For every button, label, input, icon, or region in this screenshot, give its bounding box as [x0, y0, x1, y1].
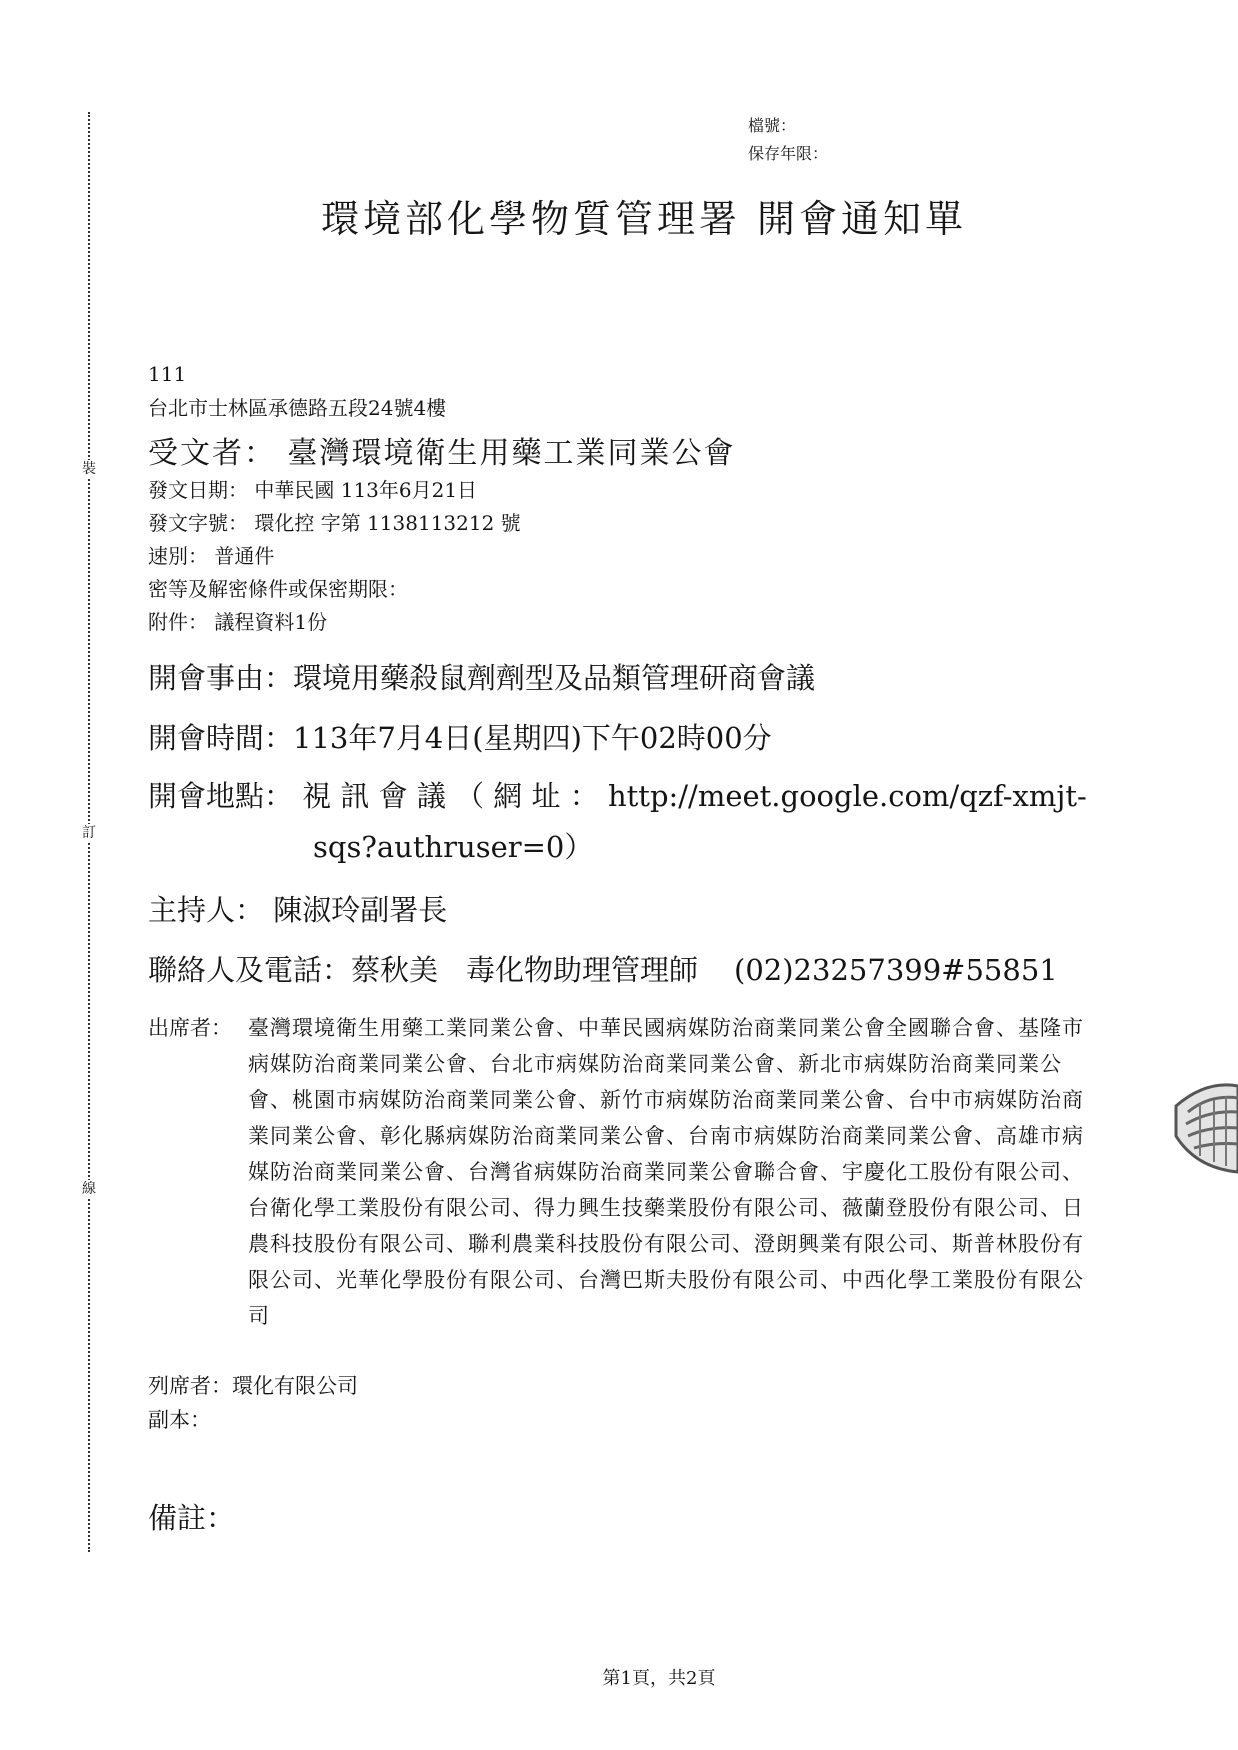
contact-title: 毒化物助理管理師	[466, 953, 699, 987]
recipient: 受文者： 臺灣環境衛生用藥工業同業公會	[148, 436, 736, 471]
meeting-place	[148, 774, 1088, 866]
partial-seal-stamp	[1166, 1076, 1238, 1176]
meeting-url-continuation: sqs?authruser=0）	[313, 830, 594, 864]
page-number: 第1頁，共2頁	[602, 1668, 716, 1689]
contact-info	[148, 948, 1088, 989]
contact-phone: (02)23257399#55851	[734, 953, 1058, 987]
recipient-address: 台北市士林區承德路五段24號4樓	[148, 396, 447, 420]
meeting-chair: 主持人： 陳淑玲副署長	[148, 893, 448, 927]
issue-date: 發文日期： 中華民國 113年6月21日	[148, 478, 478, 502]
secrecy-level: 密等及解密條件或保密期限：	[148, 577, 408, 601]
document-number: 發文字號： 環化控 字第 1138113212 號	[148, 511, 521, 535]
attachment: 附件： 議程資料1份	[148, 610, 328, 634]
document-info	[148, 474, 521, 639]
remarks: 備註：	[148, 1501, 236, 1535]
meeting-subject: 開會事由：環境用藥殺鼠劑劑型及品類管理研商會議	[148, 661, 816, 695]
binding-char-bottom: 線	[82, 1181, 96, 1197]
observers: 列席者：環化有限公司	[148, 1374, 358, 1398]
file-number-label: 檔號：	[748, 116, 797, 135]
meeting-place-text: 開會地點： 視 訊 會 議 （ 網 址 ： http://meet.google.com/qzf-xmjt-	[148, 779, 1087, 813]
meeting-time: 開會時間：113年7月4日(星期四)下午02時00分	[148, 721, 772, 755]
delivery-speed: 速別： 普通件	[148, 544, 275, 568]
retention-period-label: 保存年限：	[748, 144, 829, 163]
attendees-section	[148, 1010, 1088, 1334]
copy-to: 副本：	[148, 1408, 211, 1432]
binding-char-top: 裝	[82, 461, 96, 477]
attendees-list: 臺灣環境衛生用藥工業同業公會、中華民國病媒防治商業同業公會全國聯合會、基隆市病媒防治商業同業公會、台北市病媒防治商業同業公會、新北市病媒防治商業同業公會、桃園市病媒防治商業同業公會、新竹市病媒防治商業同業公會、台中市病媒防治商業同業公會、彰化縣病媒防治商業同業公會、台南市病媒防治商業同業公會、高雄市病媒防治商業同業公會、台灣省病媒防治商業同業公會聯合會、宇慶化工股份有限公司、台衛化學工業股份有限公司、得力興生技藥業股份有限公司、薇蘭登股份有限公司、日農科技股份有限公司、聯利農業科技股份有限公司、澄朗興業有限公司、斯普林股份有限公司、光華化學股份有限公司、台灣巴斯夫股份有限公司、中西化學工業股份有限公司	[248, 1016, 1084, 1328]
binding-char-mid: 訂	[82, 825, 96, 841]
attendees-label: 出席者：	[148, 1016, 232, 1040]
document-title: 環境部化學物質管理署 開會通知單	[320, 197, 968, 241]
zip-code: 111	[148, 362, 187, 386]
contact-person: 聯絡人及電話：蔡秋美	[148, 953, 439, 987]
file-meta	[748, 112, 828, 168]
